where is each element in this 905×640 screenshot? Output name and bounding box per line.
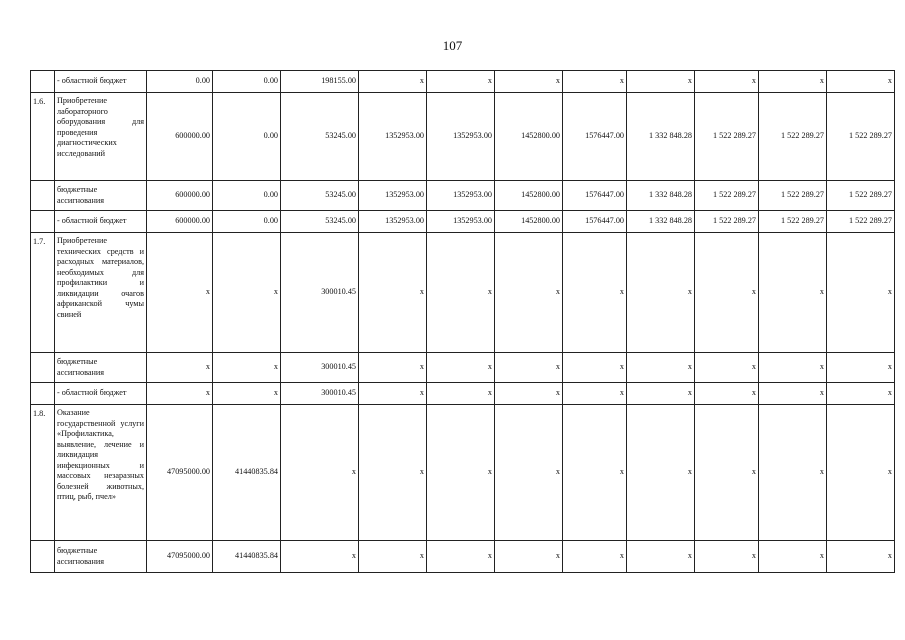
value-cell: 1 522 289.27	[759, 181, 827, 211]
row-index	[31, 353, 55, 383]
value-cell: x	[427, 383, 495, 405]
value-cell: 1 332 848.28	[627, 211, 695, 233]
row-index	[31, 541, 55, 573]
value-cell: 1352953.00	[359, 181, 427, 211]
value-cell: 300010.45	[281, 353, 359, 383]
row-name: бюджетные ассигнования	[55, 353, 147, 383]
value-cell: x	[695, 233, 759, 353]
value-cell: 1 522 289.27	[827, 181, 895, 211]
value-cell: 0.00	[147, 71, 213, 93]
value-cell: 1352953.00	[359, 93, 427, 181]
row-name: бюджетные ассигнования	[55, 181, 147, 211]
value-cell: x	[427, 405, 495, 541]
row-name: Оказание государственной услуги «Профилактика, выявление, лечение и ликвидация инфекционных и массовых незаразных болезней животных, птиц, рыб, пчел»	[55, 405, 147, 541]
value-cell: x	[827, 541, 895, 573]
value-cell: x	[495, 353, 563, 383]
table-row	[31, 233, 895, 353]
value-cell: x	[359, 233, 427, 353]
value-cell: 47095000.00	[147, 541, 213, 573]
table-row	[31, 211, 895, 233]
row-index: 1.6.	[31, 93, 55, 181]
value-cell: x	[359, 353, 427, 383]
value-cell: 1352953.00	[359, 211, 427, 233]
row-name: - областной бюджет	[55, 383, 147, 405]
value-cell: 0.00	[213, 181, 281, 211]
table-row	[31, 93, 895, 181]
row-index: 1.8.	[31, 405, 55, 541]
value-cell: x	[563, 541, 627, 573]
value-cell: x	[627, 71, 695, 93]
value-cell: 1452800.00	[495, 211, 563, 233]
value-cell: 1576447.00	[563, 181, 627, 211]
value-cell: x	[759, 353, 827, 383]
value-cell: 600000.00	[147, 181, 213, 211]
value-cell: x	[759, 383, 827, 405]
value-cell: x	[213, 383, 281, 405]
value-cell: x	[427, 541, 495, 573]
value-cell: x	[563, 405, 627, 541]
table-row	[31, 353, 895, 383]
value-cell: 53245.00	[281, 93, 359, 181]
value-cell: x	[759, 405, 827, 541]
value-cell: x	[695, 383, 759, 405]
value-cell: 0.00	[213, 93, 281, 181]
value-cell: x	[427, 71, 495, 93]
value-cell: 600000.00	[147, 93, 213, 181]
value-cell: x	[427, 353, 495, 383]
value-cell: 41440835.84	[213, 541, 281, 573]
value-cell: 1 522 289.27	[759, 93, 827, 181]
value-cell: x	[695, 71, 759, 93]
value-cell: x	[627, 405, 695, 541]
value-cell: 1 332 848.28	[627, 181, 695, 211]
value-cell: 53245.00	[281, 211, 359, 233]
value-cell: 1 522 289.27	[827, 93, 895, 181]
value-cell: x	[147, 353, 213, 383]
value-cell: x	[147, 383, 213, 405]
table-row	[31, 71, 895, 93]
row-index: 1.7.	[31, 233, 55, 353]
value-cell: x	[759, 541, 827, 573]
value-cell: 1352953.00	[427, 93, 495, 181]
value-cell: x	[495, 71, 563, 93]
table-row	[31, 541, 895, 573]
row-index	[31, 71, 55, 93]
value-cell: x	[827, 383, 895, 405]
value-cell: x	[695, 541, 759, 573]
value-cell: 0.00	[213, 71, 281, 93]
value-cell: x	[627, 383, 695, 405]
value-cell: 1 522 289.27	[695, 181, 759, 211]
value-cell: x	[427, 233, 495, 353]
value-cell: 1576447.00	[563, 93, 627, 181]
value-cell: x	[495, 233, 563, 353]
value-cell: x	[827, 353, 895, 383]
value-cell: 1 332 848.28	[627, 93, 695, 181]
value-cell: x	[359, 405, 427, 541]
value-cell: x	[759, 71, 827, 93]
row-index	[31, 211, 55, 233]
value-cell: 600000.00	[147, 211, 213, 233]
row-index	[31, 181, 55, 211]
value-cell: x	[827, 71, 895, 93]
value-cell: 1576447.00	[563, 211, 627, 233]
value-cell: 300010.45	[281, 233, 359, 353]
value-cell: x	[627, 541, 695, 573]
value-cell: x	[359, 383, 427, 405]
value-cell: 53245.00	[281, 181, 359, 211]
value-cell: x	[495, 405, 563, 541]
value-cell: 1352953.00	[427, 211, 495, 233]
value-cell: x	[563, 71, 627, 93]
value-cell: x	[495, 541, 563, 573]
value-cell: 1452800.00	[495, 93, 563, 181]
value-cell: x	[281, 405, 359, 541]
value-cell: x	[563, 383, 627, 405]
table-body	[31, 71, 895, 573]
table-row	[31, 405, 895, 541]
value-cell: 1 522 289.27	[695, 93, 759, 181]
row-name: бюджетные ассигнования	[55, 541, 147, 573]
value-cell: 1452800.00	[495, 181, 563, 211]
value-cell: x	[563, 353, 627, 383]
value-cell: 41440835.84	[213, 405, 281, 541]
value-cell: x	[759, 233, 827, 353]
value-cell: x	[281, 541, 359, 573]
value-cell: x	[213, 233, 281, 353]
row-name: Приобретение технических средств и расходных материалов, необходимых для профилактики и ликвидации очагов африканской чумы свиней	[55, 233, 147, 353]
page-number: 107	[442, 38, 463, 53]
row-index	[31, 383, 55, 405]
value-cell: x	[563, 233, 627, 353]
value-cell: 1 522 289.27	[695, 211, 759, 233]
table-row	[31, 181, 895, 211]
table-row	[31, 383, 895, 405]
value-cell: x	[695, 405, 759, 541]
value-cell: x	[827, 233, 895, 353]
value-cell: x	[495, 383, 563, 405]
value-cell: x	[827, 405, 895, 541]
row-name: - областной бюджет	[55, 211, 147, 233]
budget-table	[30, 70, 895, 573]
value-cell: 300010.45	[281, 383, 359, 405]
value-cell: 1 522 289.27	[827, 211, 895, 233]
value-cell: x	[359, 541, 427, 573]
value-cell: 198155.00	[281, 71, 359, 93]
row-name: Приобретение лабораторного оборудования для проведения диагностических исследований	[55, 93, 147, 181]
value-cell: 47095000.00	[147, 405, 213, 541]
value-cell: 1 522 289.27	[759, 211, 827, 233]
value-cell: x	[627, 233, 695, 353]
value-cell: 1352953.00	[427, 181, 495, 211]
value-cell: 0.00	[213, 211, 281, 233]
value-cell: x	[359, 71, 427, 93]
value-cell: x	[627, 353, 695, 383]
row-name: - областной бюджет	[55, 71, 147, 93]
value-cell: x	[147, 233, 213, 353]
value-cell: x	[213, 353, 281, 383]
value-cell: x	[695, 353, 759, 383]
